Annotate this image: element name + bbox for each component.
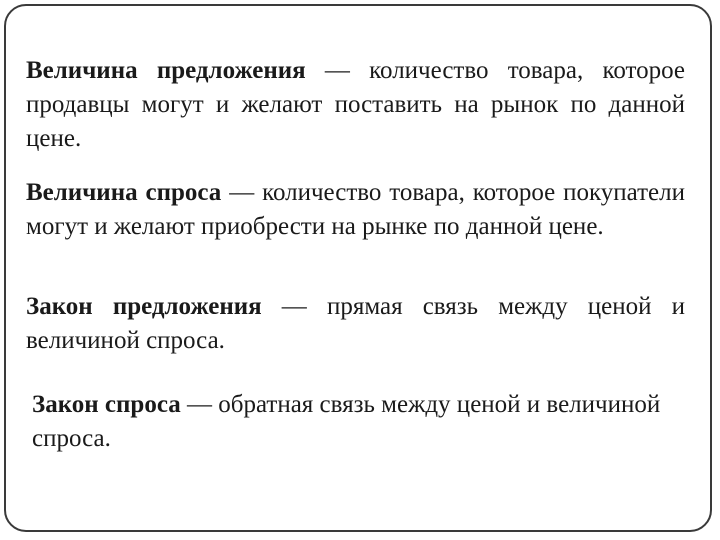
definition-dash: — [305,57,370,84]
definition-dash: — [261,293,327,320]
definition-dash: — [221,179,263,206]
definition-term: Закон предложения [26,293,262,320]
definition-supply-quantity [26,54,685,156]
definition-demand-quantity [26,176,685,244]
definition-dash: — [180,391,219,418]
definition-law-of-supply [26,290,685,358]
definition-text: количество товара, которое продавцы могут и желают поставить на рынок по данной цене. [26,57,685,152]
definition-term: Величина спроса [26,179,222,206]
definition-text: прямая связь между ценой и величиной спроса. [26,293,685,354]
definition-law-of-demand [32,388,672,456]
definition-text: количество товара, которое покупатели могут и желают приобрести на рынке по данной цене. [26,179,686,240]
definition-term: Закон спроса [32,391,181,418]
definition-text: обратная связь между ценой и величиной спроса. [32,391,661,452]
definition-term: Величина предложения [26,57,306,84]
